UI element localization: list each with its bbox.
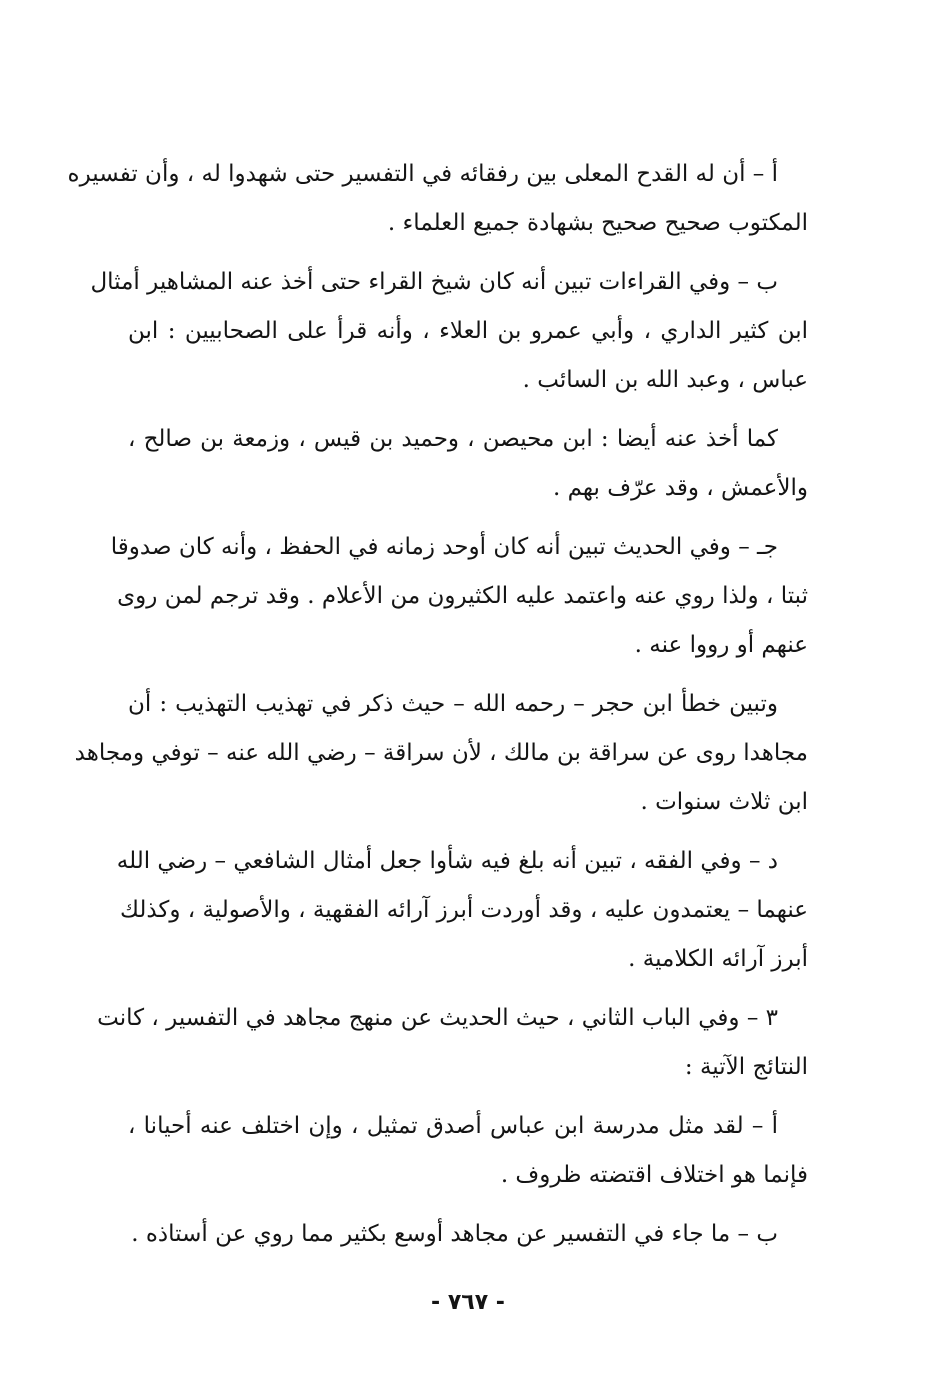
text-line: ابن ثلاث سنوات . bbox=[640, 789, 808, 815]
paragraph-5 bbox=[74, 680, 808, 827]
paragraph-1 bbox=[67, 150, 808, 248]
text-line: أ – أن له القدح المعلى بين رفقائه في التفسير حتى شهدوا له ، وأن تفسيره bbox=[67, 161, 778, 187]
paragraph-6 bbox=[116, 837, 808, 984]
text-line: كما أخذ عنه أيضا : ابن محيصن ، وحميد بن قيس ، وزمعة بن صالح ، bbox=[128, 426, 778, 452]
text-line: ب – ما جاء في التفسير عن مجاهد أوسع بكثير مما روي عن أستاذه . bbox=[131, 1221, 778, 1247]
text-line: المكتوب صحيح صحيح بشهادة جميع العلماء . bbox=[387, 210, 808, 236]
paragraph-8 bbox=[128, 1102, 808, 1200]
text-line: النتائج الآتية : bbox=[684, 1054, 808, 1080]
text-line: ابن كثير الداري ، وأبي عمرو بن العلاء ، وأنه قرأ على الصحابيين : ابن bbox=[128, 318, 808, 344]
text-line: فإنما هو اختلاف اقتضته ظروف . bbox=[500, 1162, 808, 1188]
text-line: ب – وفي القراءات تبين أنه كان شيخ القراء حتى أخذ عنه المشاهير أمثال bbox=[90, 269, 778, 295]
text-line: جـ – وفي الحديث تبين أنه كان أوحد زمانه في الحفظ ، وأنه كان صدوقا bbox=[110, 534, 778, 560]
page-number: - ٧٦٧ - bbox=[431, 1290, 505, 1315]
page-body bbox=[67, 150, 808, 1269]
paragraph-9 bbox=[128, 1210, 808, 1259]
text-line: عنهما – يعتمدون عليه ، وقد أوردت أبرز آرائه الفقهية ، والأصولية ، وكذلك bbox=[119, 897, 808, 923]
paragraph-4 bbox=[110, 523, 808, 670]
text-line: ٣ – وفي الباب الثاني ، حيث الحديث عن منهج مجاهد في التفسير ، كانت bbox=[97, 1005, 778, 1031]
text-line: والأعمش ، وقد عرّف بهم . bbox=[553, 475, 808, 501]
text-line: عنهم أو رووا عنه . bbox=[634, 632, 808, 658]
paragraph-3 bbox=[128, 415, 808, 513]
paragraph-7 bbox=[97, 994, 808, 1092]
text-line: وتبين خطأ ابن حجر – رحمه الله – حيث ذكر في تهذيب التهذيب : أن bbox=[128, 691, 778, 717]
text-line: د – وفي الفقه ، تبين أنه بلغ فيه شأوا جعل أمثال الشافعي – رضي الله bbox=[116, 848, 778, 874]
text-line: مجاهدا روى عن سراقة بن مالك ، لأن سراقة – رضي الله عنه – توفي ومجاهد bbox=[74, 740, 808, 766]
text-line: أ – لقد مثل مدرسة ابن عباس أصدق تمثيل ، وإن اختلف عنه أحيانا ، bbox=[128, 1113, 778, 1139]
paragraph-2 bbox=[90, 258, 808, 405]
text-line: ثبتا ، ولذا روي عنه واعتمد عليه الكثيرون من الأعلام . وقد ترجم لمن روى bbox=[117, 583, 808, 609]
text-line: أبرز آرائه الكلامية . bbox=[628, 946, 808, 972]
text-line: عباس ، وعبد الله بن السائب . bbox=[522, 367, 808, 393]
